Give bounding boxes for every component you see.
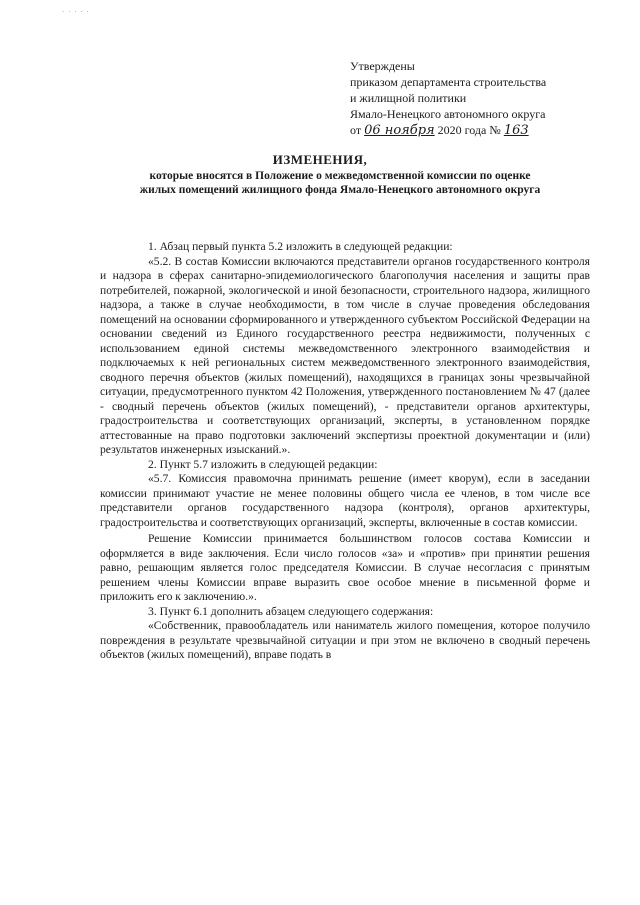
handwritten-number: 163 [503, 123, 529, 138]
approval-line: приказом департамента строительства [350, 75, 547, 89]
subtitle-line: которые вносятся в Положение о межведомственной комиссии по оценке [149, 170, 531, 182]
paragraph: «5.2. В состав Комиссии включаются представители органов государственного контроля и надзора в сферах санитарно-эпидемиологического благополучия населения и защиты прав потребителей, пожарной, экологической и иной безопасности, строительного надзора, жилищного надзора, а также в случае необходимости, в том числе в случае проведения обследования помещений на основании сформированного и утвержденного субъектом Российской Федерации на основании сведений из Единого государственного реестра недвижимости, полученных с использованием единой системы межведомственного электронного взаимодействия и подключаемых к ней региональных систем межведомственного электронного взаимодействия, сводного перечня объектов (жилых помещений), находящихся в границах зоны чрезвычайной ситуации, предусмотренного пунктом 42 Положения, утвержденного постановлением № 47 (далее - сводный перечень объектов (жилых помещений), - представители органов архитектуры, градостроительства и соответствующих организаций, эксперты, в установленном порядке аттестованные на право подготовки заключений экспертизы проектной документации и (или) результатов инженерных изысканий.». [100, 254, 590, 456]
document-title: ИЗМЕНЕНИЯ, [272, 152, 368, 167]
approval-line: Ямало-Ненецкого автономного округа [350, 107, 546, 121]
scan-mark: · · · · · [62, 8, 90, 16]
paragraph: Решение Комиссии принимается большинством голосов состава Комиссии и оформляется в виде заключения. Если число голосов «за» и «против» при принятии решения равно, решающим является голос председателя Комиссии. В случае несогласия с принятым решением члены Комиссии вправе выразить свое особое мнение в письменной форме и приложить его к заключению.». [100, 532, 590, 603]
paragraph: 2. Пункт 5.7 изложить в следующей редакции: [148, 457, 378, 471]
date-suffix: 2020 года № [437, 123, 501, 137]
handwritten-date: 06 ноября [364, 123, 435, 138]
subtitle-line: жилых помещений жилищного фонда Ямало-Ненецкого автономного округа [139, 184, 541, 196]
date-prefix: от [350, 123, 362, 137]
document-subtitle [90, 169, 590, 197]
paragraph: «Собственник, правообладатель или наниматель жилого помещения, которое получило повреждения в результате чрезвычайной ситуации и при этом не включено в сводный перечень объектов (жилых помещений), вправе подать в [100, 619, 590, 661]
approval-line: Утверждены [350, 59, 415, 73]
paragraph: «5.7. Комиссия правомочна принимать решение (имеет кворум), если в заседании комиссии принимают участие не менее половины общего числа ее членов, в том числе все представители органов государственного надзора (контроля), органов архитектуры, градостроительства и соответствующих организаций, эксперты, включенные в состав комиссии. [100, 472, 590, 529]
paragraph: 3. Пункт 6.1 дополнить абзацем следующего содержания: [148, 604, 434, 618]
document-body [100, 240, 590, 663]
paragraph: 1. Абзац первый пункта 5.2 изложить в следующей редакции: [148, 240, 453, 253]
approval-line: и жилищной политики [350, 91, 467, 105]
approval-block [350, 58, 590, 139]
approval-date-line [350, 122, 590, 139]
